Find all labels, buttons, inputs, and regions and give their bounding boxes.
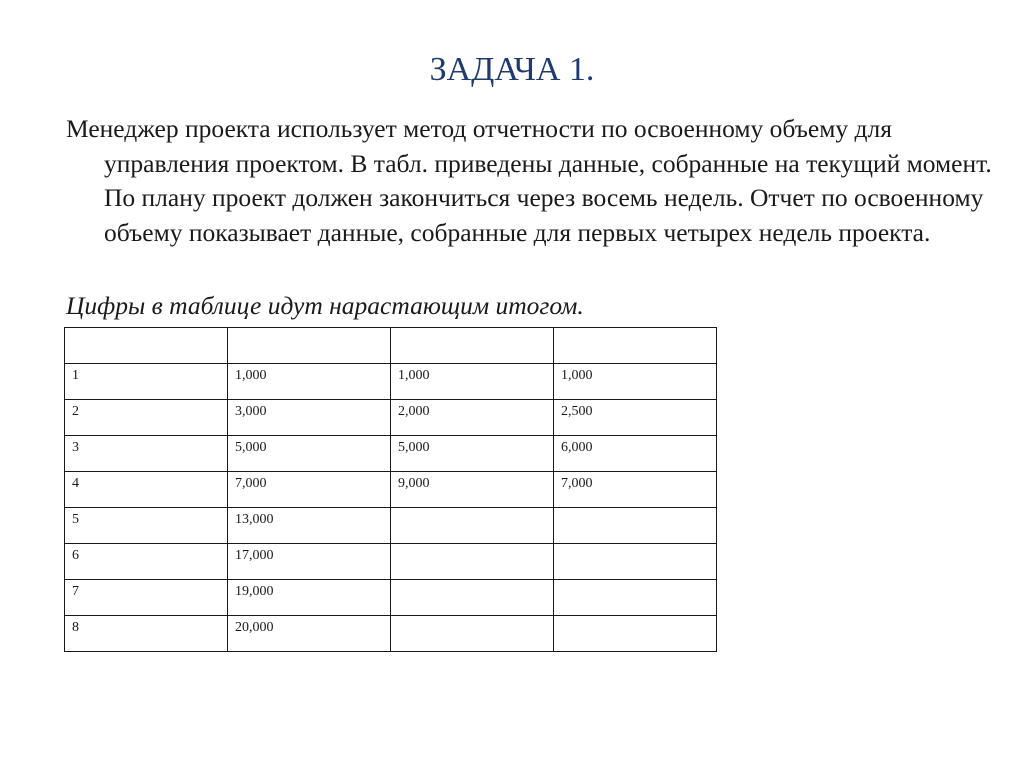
header-cell [391, 328, 554, 364]
table-header-row [65, 328, 717, 364]
table-cell: 1,000 [554, 364, 717, 400]
table-cell [554, 580, 717, 616]
table-row [65, 400, 717, 436]
data-table [64, 327, 717, 652]
table-cell: 4 [65, 472, 228, 508]
table-cell: 8 [65, 616, 228, 652]
table-row [65, 616, 717, 652]
table-cell: 13,000 [228, 508, 391, 544]
table-cell: 2,500 [554, 400, 717, 436]
table-cell: 5 [65, 508, 228, 544]
table-cell: 17,000 [228, 544, 391, 580]
header-cell [554, 328, 717, 364]
table-cell: 6,000 [554, 436, 717, 472]
table-cell: 2,000 [391, 400, 554, 436]
table-cell: 5,000 [391, 436, 554, 472]
table-row [65, 364, 717, 400]
table-cell: 5,000 [228, 436, 391, 472]
table-cell: 3 [65, 436, 228, 472]
table-cell: 20,000 [228, 616, 391, 652]
table-cell [391, 580, 554, 616]
table-cell [554, 616, 717, 652]
table-cell [391, 544, 554, 580]
table-cell: 9,000 [391, 472, 554, 508]
table-cell [554, 508, 717, 544]
table-cell: 6 [65, 544, 228, 580]
table-cell: 7 [65, 580, 228, 616]
table-row [65, 472, 717, 508]
table-cell: 7,000 [554, 472, 717, 508]
table-row [65, 436, 717, 472]
table-cell: 7,000 [228, 472, 391, 508]
page-title: ЗАДАЧА 1. [429, 51, 595, 88]
table-row [65, 544, 717, 580]
table-cell: 1,000 [228, 364, 391, 400]
table-cell: 19,000 [228, 580, 391, 616]
header-cell [65, 328, 228, 364]
header-cell [228, 328, 391, 364]
table-cell: 1 [65, 364, 228, 400]
table-cell: 3,000 [228, 400, 391, 436]
table-cell: 1,000 [391, 364, 554, 400]
task-description: Менеджер проекта использует метод отчетности по освоенному объему для управления проектом. В табл. приведены данные, собранные на текущий момент. По плану проект должен закончиться через восемь недель. Отчет по освоенному объему показывает данные, собранные для первых четырех недель проекта. [66, 114, 992, 247]
table-row [65, 580, 717, 616]
table-cell [391, 508, 554, 544]
table-row [65, 508, 717, 544]
table-cell: 2 [65, 400, 228, 436]
table-note: Цифры в таблице идут нарастающим итогом. [66, 291, 584, 320]
table-cell [391, 616, 554, 652]
table-cell [554, 544, 717, 580]
